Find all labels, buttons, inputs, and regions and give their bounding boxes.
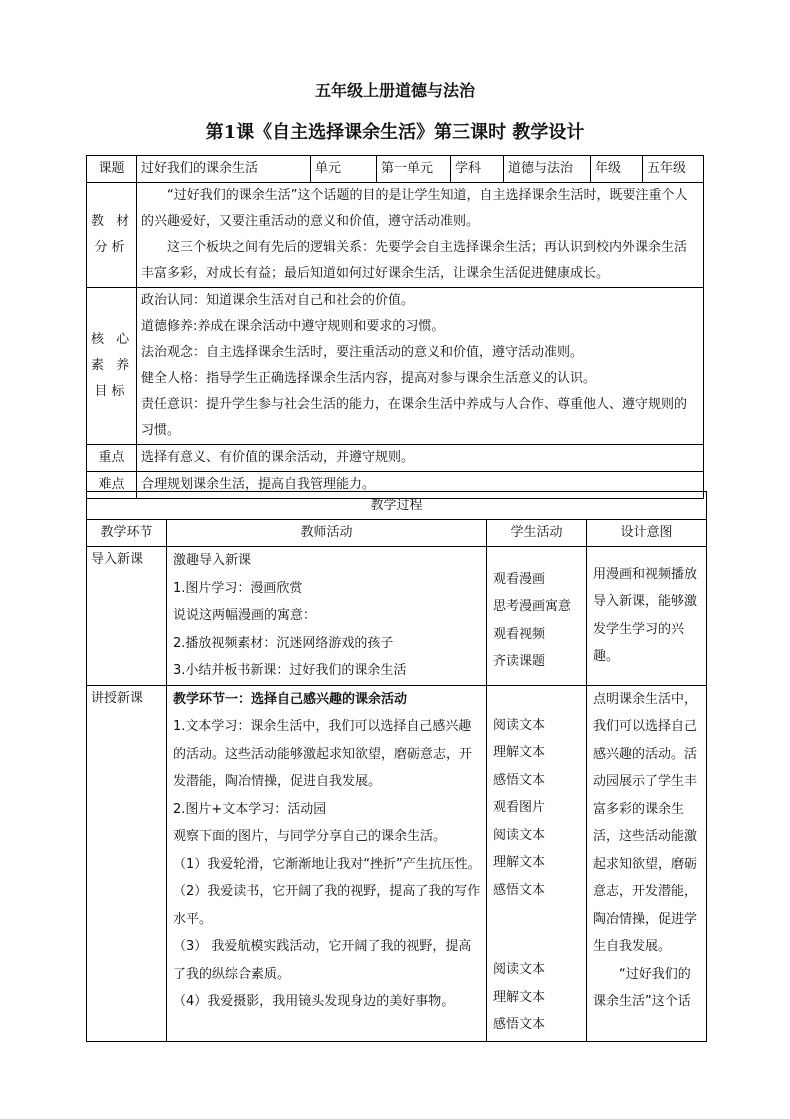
subject-value: 道德与法治 [504,156,591,183]
teacher-line: 说说这两幅漫画的寓意： [173,608,317,623]
teacher-heading: 教学环节一：选择自己感兴趣的课余活动 [173,691,408,707]
student-line: 感悟文本 [493,882,546,898]
difficulty-value: 合理规划课余生活，提高自我管理能力。 [137,472,704,499]
student-line: 观看漫画 [493,571,546,587]
intro-teacher-activity [167,547,487,686]
literacy-item: 政治认同：知道课余生活对自己和社会的价值。 [141,293,415,308]
intent-paragraph: 点明课余生活中，我们可以选择自己感兴趣的活动。活动园展示了学生丰富多彩的课余生活，这些活动能激起求知欲望，磨砺意志，开发潜能，陶冶情操，促进学生自我发展。 [593,691,698,954]
teacher-paragraph: 2.图片+文本学习：活动园 [173,801,327,817]
literacy-label: 核 心 素 养 目标 [87,288,137,445]
key-point-value: 选择有意义、有价值的课余活动，并遵守规则。 [137,445,704,472]
intro-student-activity [487,547,587,686]
analysis-label: 教 材 分析 [87,183,137,288]
process-header-row [87,492,707,520]
teacher-paragraph: （1）我爱轮滑，它渐渐地让我对“挫折”产生抗压性。 [173,856,481,872]
student-line: 观看图片 [493,800,546,815]
analysis-row [87,183,704,288]
stage-lecture: 讲授新课 [87,685,167,1041]
unit-label: 单元 [311,156,377,183]
literacy-row [87,288,704,445]
document-title: 五年级上册道德与法治 [314,81,475,100]
column-header: 教师活动 [167,520,487,547]
analysis-content [137,183,704,288]
info-row [87,156,704,183]
topic-label: 课题 [87,156,137,183]
column-header: 设计意图 [587,520,707,547]
student-line: 理解文本 [493,855,546,870]
lesson-title: 第1课《自主选择课余生活》第三课时 教学设计 [205,122,585,143]
teacher-paragraph: 观察下面的图片，与同学分享自己的课余生活。 [173,829,447,844]
intro-row [87,547,707,686]
analysis-paragraph: 这三个板块之间有先后的逻辑关系：先要学会自主选择课余生活；再认识到校内外课余生活丰富多彩，对成长有益；最后知道如何过好课余生活，让课余生活促进健康成长。 [141,240,688,281]
topic-value: 过好我们的课余生活 [137,156,311,183]
literacy-item: 道德修养:养成在课余活动中遵守规则和要求的习惯。 [141,319,445,334]
teaching-process-table [86,491,707,1042]
student-line: 阅读文本 [493,827,546,843]
student-line: 阅读文本 [493,717,546,733]
literacy-item: 健全人格：指导学生正确选择课余生活内容，提高对参与课余生活意义的认识。 [141,371,597,386]
student-line: 思考漫画寓意 [493,599,572,615]
column-header: 教学环节 [87,520,167,547]
teacher-paragraph: （2）我爱读书，它开阔了我的视野，提高了我的写作水平。 [173,884,481,927]
process-header: 教学过程 [87,492,707,520]
student-line: 观看视频 [493,626,546,642]
grade-value: 五年级 [643,156,704,183]
difficulty-label: 难点 [87,472,137,499]
literacy-item: 责任意识：提升学生参与社会生活的能力，在课余生活中养成与人合作、尊重他人、遵守规则的习惯。 [141,397,688,438]
grade-label: 年级 [591,156,643,183]
student-line: 理解文本 [493,989,546,1005]
column-header: 学生活动 [487,520,587,547]
teacher-line: 2.播放视频素材：沉迷网络游戏的孩子 [173,635,394,651]
student-line: 感悟文本 [493,1017,546,1032]
student-line: 阅读文本 [493,962,546,977]
intro-design-intent: 用漫画和视频播放导入新课，能够激发学生学习的兴趣。 [587,547,707,686]
process-columns-row [87,520,707,547]
student-line: 感悟文本 [493,772,546,788]
key-point-label: 重点 [87,445,137,472]
teacher-paragraph: （4）我爱摄影，我用镜头发现身边的美好事物。 [173,994,455,1009]
student-line: 理解文本 [493,745,546,760]
teacher-line: 激趣导入新课 [173,553,252,568]
lecture-row [87,685,707,1041]
lecture-teacher-activity [167,685,487,1041]
literacy-item: 法治观念：自主选择课余生活时，要注重活动的意义和价值，遵守活动准则。 [141,345,584,360]
teacher-paragraph: （3） 我爱航模实践活动，它开阔了我的视野，提高了我的纵综合素质。 [173,939,472,982]
teacher-line: 1.图片学习：漫画欣赏 [173,580,303,596]
intent-paragraph: “过好我们的课余生活”这个话 [593,966,691,1009]
teacher-paragraph: 1.文本学习：课余生活中，我们可以选择自己感兴趣的活动。这些活动能够激起求知欲望，磨砺意志，开发潜能，陶冶情操，促进自我发展。 [173,719,473,789]
literacy-content [137,288,704,445]
subject-label: 学科 [451,156,504,183]
lesson-info-table [86,155,704,499]
lecture-student-activity [487,685,587,1041]
lecture-design-intent [587,685,707,1041]
student-line: 齐读课题 [493,654,546,670]
unit-value: 第一单元 [377,156,451,183]
analysis-paragraph: “过好我们的课余生活”这个话题的目的是让学生知道，自主选择课余生活时，既要注重个人的兴趣爱好，又要注重活动的意义和价值，遵守活动准则。 [141,188,688,229]
teacher-line: 3.小结并板书新课：过好我们的课余生活 [173,663,407,678]
key-point-row [87,445,704,472]
stage-intro: 导入新课 [87,547,167,686]
